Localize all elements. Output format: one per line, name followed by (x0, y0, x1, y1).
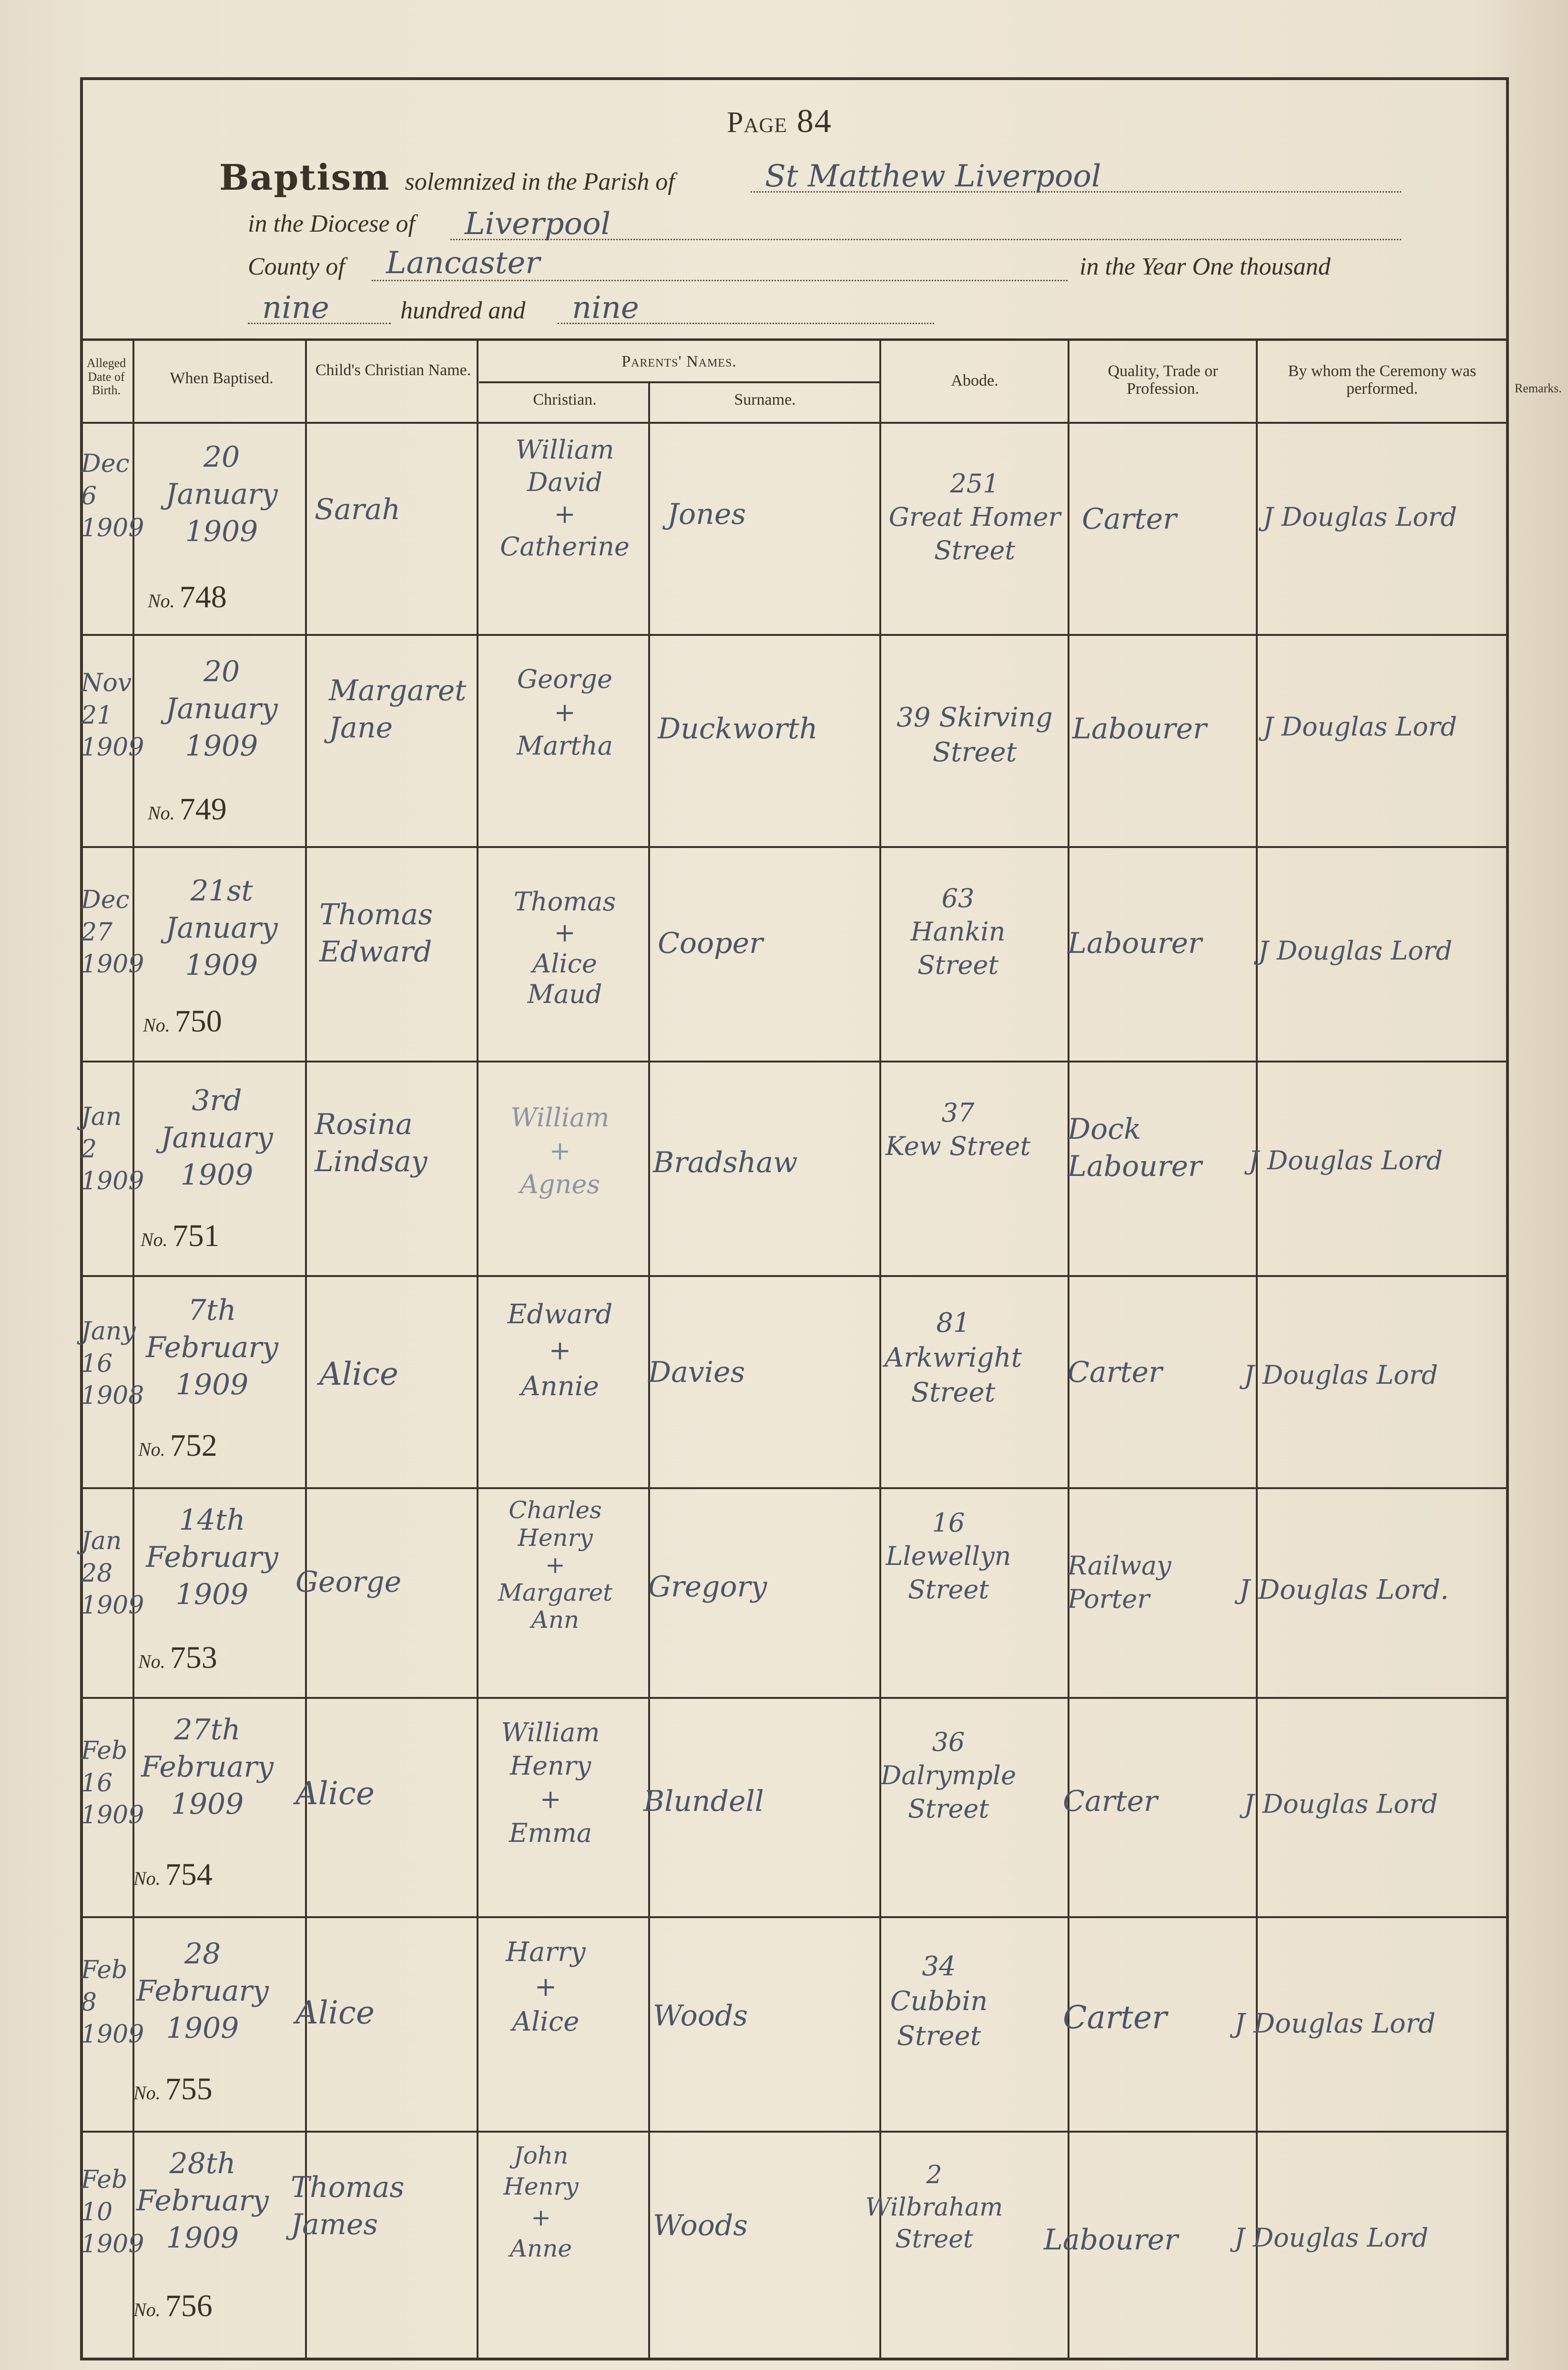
col-parents-header: Parents' Names. (621, 353, 737, 370)
row-rule (80, 1487, 1509, 1489)
minister: J Douglas Lord (1258, 936, 1453, 966)
page-label: Page (727, 106, 787, 139)
no-label: No. (133, 2299, 161, 2320)
entry-number-value: 749 (179, 792, 227, 827)
minister: J Douglas Lord (1249, 1145, 1443, 1175)
title-word: Baptism (219, 157, 390, 198)
page-header (727, 102, 832, 141)
quality: Dock Labourer (1068, 1113, 1202, 1183)
baptism-date: 21st January 1909 (165, 874, 278, 982)
minister: J Douglas Lord (1234, 2223, 1429, 2253)
parents-surname: Blundell (643, 1785, 764, 1818)
row-rule (80, 1697, 1509, 1699)
title-line (219, 157, 675, 198)
parents-christian: William + Agnes (510, 1103, 610, 1200)
entry-number (133, 2071, 213, 2107)
birth-date: Dec 27 1909 (81, 886, 144, 979)
child-name: Thomas Edward (319, 898, 433, 969)
page-number: 84 (796, 103, 832, 140)
child-name: Rosina Lindsay (315, 1108, 428, 1178)
parents-christian: Thomas + Alice Maud (513, 887, 616, 1010)
diocese-text: in the Diocese of (248, 210, 415, 237)
quality: Carter (1063, 1785, 1158, 1818)
no-label: No. (133, 1868, 161, 1889)
baptism-date: 28 February 1909 (136, 1937, 269, 2045)
county-text: County of (248, 253, 345, 280)
quality: Carter (1082, 502, 1177, 536)
entry-number-value: 756 (165, 2288, 213, 2323)
entry-number (141, 1218, 220, 1254)
baptism-date: 28th February 1909 (136, 2147, 269, 2255)
row-rule (80, 1916, 1509, 1918)
parents-surname: Davies (648, 1356, 745, 1389)
col-quality-header: Quality, Trade or Profession. (1108, 362, 1218, 398)
year-text: in the Year One thousand (1079, 253, 1331, 280)
quality: Labourer (1044, 2223, 1178, 2257)
col-rule (1068, 339, 1069, 2360)
parents-christian: George + Martha (517, 664, 613, 761)
parents-surname: Duckworth (658, 712, 818, 746)
solemnized-text: solemnized in the Parish of (405, 168, 675, 195)
parents-surname: Woods (653, 2209, 748, 2242)
entry-number-value: 751 (172, 1218, 220, 1253)
col-child-header: Child's Christian Name. (315, 361, 471, 379)
header-bottom-rule (80, 422, 1509, 424)
birth-date: Feb 16 1909 (81, 1737, 144, 1830)
parish-field: St Matthew Liverpool (751, 161, 1401, 193)
entry-number-value: 755 (165, 2072, 213, 2106)
col-baptised-header: When Baptised. (170, 369, 274, 387)
entry-number (138, 1428, 217, 1464)
quality: Carter (1068, 1356, 1162, 1389)
baptism-date: 27th February 1909 (141, 1713, 274, 1821)
entry-number-value: 750 (174, 1004, 222, 1039)
col-birth-header: Alleged Date of Birth. (86, 356, 126, 398)
header-rule (80, 338, 1509, 341)
birth-date: Feb 8 1909 (81, 1956, 144, 2049)
baptism-date: 7th February 1909 (146, 1294, 278, 1401)
child-name: Thomas James (291, 2171, 405, 2241)
parents-christian: William David + Catherine (500, 435, 630, 562)
birth-date: Jany 16 1908 (81, 1317, 144, 1410)
entry-number (133, 2288, 213, 2324)
birth-date: Feb 10 1909 (81, 2166, 144, 2259)
parents-surname: Jones (667, 498, 746, 531)
entry-number (143, 1003, 222, 1040)
entry-number (148, 791, 227, 827)
birth-date: Dec 6 1909 (81, 449, 144, 543)
minister: J Douglas Lord (1244, 1789, 1438, 1819)
col-rule (305, 339, 307, 2360)
baptism-date: 14th February 1909 (146, 1503, 278, 1611)
child-name: George (295, 1565, 402, 1599)
quality: Labourer (1068, 927, 1202, 960)
child-name: Alice (319, 1356, 398, 1392)
minister: J Douglas Lord (1244, 1360, 1438, 1390)
col-rule (1256, 339, 1258, 2360)
parents-surname: Gregory (648, 1570, 767, 1604)
child-name: Margaret Jane (329, 674, 467, 745)
quality: Carter (1063, 1999, 1167, 2036)
parents-surname: Bradshaw (653, 1146, 798, 1179)
row-rule (80, 846, 1509, 848)
minister: J Douglas Lord (1263, 712, 1457, 742)
parents-christian: Edward + Annie (507, 1299, 613, 1402)
col-ceremony-header: By whom the Ceremony was performed. (1288, 362, 1476, 398)
year-units-field: nine (558, 293, 934, 324)
county-field: Lancaster (372, 248, 1068, 281)
abode: 81 Arkwright Street (884, 1308, 1022, 1408)
abode: 34 Cubbin Street (890, 1951, 988, 2052)
no-label: No. (138, 1439, 165, 1460)
quality: Railway Porter (1068, 1551, 1171, 1614)
birth-date: Nov 21 1909 (81, 669, 144, 762)
baptism-date: 20 January 1909 (165, 440, 278, 548)
no-label: No. (143, 1014, 170, 1036)
row-rule (80, 1061, 1509, 1062)
no-label: No. (133, 2082, 161, 2104)
abode: 63 Hankin Street (910, 883, 1006, 981)
col-surname-header: Surname. (734, 391, 796, 409)
baptism-date: 3rd January 1909 (161, 1084, 273, 1192)
minister: J Douglas Lord (1234, 2008, 1436, 2039)
parents-christian: Charles Henry + Margaret Ann (498, 1496, 613, 1634)
child-name: Alice (295, 1994, 375, 2031)
abode: 39 Skirving Street (896, 702, 1053, 768)
abode: 36 Dalrymple Street (880, 1727, 1017, 1824)
parents-subrule (479, 381, 879, 383)
entry-number-value: 752 (170, 1428, 217, 1463)
col-remarks-header: Remarks. (1515, 381, 1562, 395)
diocese-field: Liverpool (450, 209, 1401, 240)
abode: 2 Wilbraham Street (865, 2161, 1003, 2254)
abode: 37 Kew Street (885, 1098, 1031, 1162)
row-rule (80, 2131, 1509, 2133)
abode: 251 Great Homer Street (888, 469, 1061, 566)
baptism-date: 20 January 1909 (165, 655, 278, 763)
hundred-and-text: hundred and (400, 297, 526, 324)
entry-number-value: 753 (170, 1640, 217, 1675)
minister: J Douglas Lord (1263, 502, 1457, 532)
abode: 16 Llewellyn Street (886, 1508, 1011, 1605)
row-rule (80, 634, 1509, 636)
entry-number (138, 1640, 217, 1676)
col-abode-header: Abode. (951, 372, 998, 389)
no-label: No. (148, 590, 175, 612)
row-rule (80, 1275, 1509, 1277)
no-label: No. (148, 802, 175, 824)
minister: J Douglas Lord. (1239, 1574, 1449, 1605)
entry-number (148, 579, 227, 615)
parents-surname: Cooper (658, 927, 763, 960)
parents-christian: William Henry + Emma (501, 1717, 600, 1848)
parents-christian: John Henry + Anne (503, 2142, 579, 2262)
child-name: Sarah (315, 493, 400, 526)
parents-surname: Woods (653, 1999, 748, 2033)
birth-date: Jan 28 1909 (81, 1527, 144, 1620)
birth-date: Jan 2 1909 (81, 1103, 144, 1196)
no-label: No. (138, 1651, 165, 1672)
quality: Labourer (1072, 712, 1207, 746)
parents-christian: Harry + Alice (506, 1937, 586, 2037)
col-rule (477, 339, 479, 2360)
entry-number-value: 754 (165, 1857, 213, 1892)
no-label: No. (141, 1229, 168, 1250)
col-christian-header: Christian. (533, 391, 597, 409)
year-hundreds-field: nine (248, 293, 391, 324)
entry-number-value: 748 (179, 580, 227, 614)
child-name: Alice (295, 1775, 375, 1812)
entry-number (133, 1857, 213, 1893)
